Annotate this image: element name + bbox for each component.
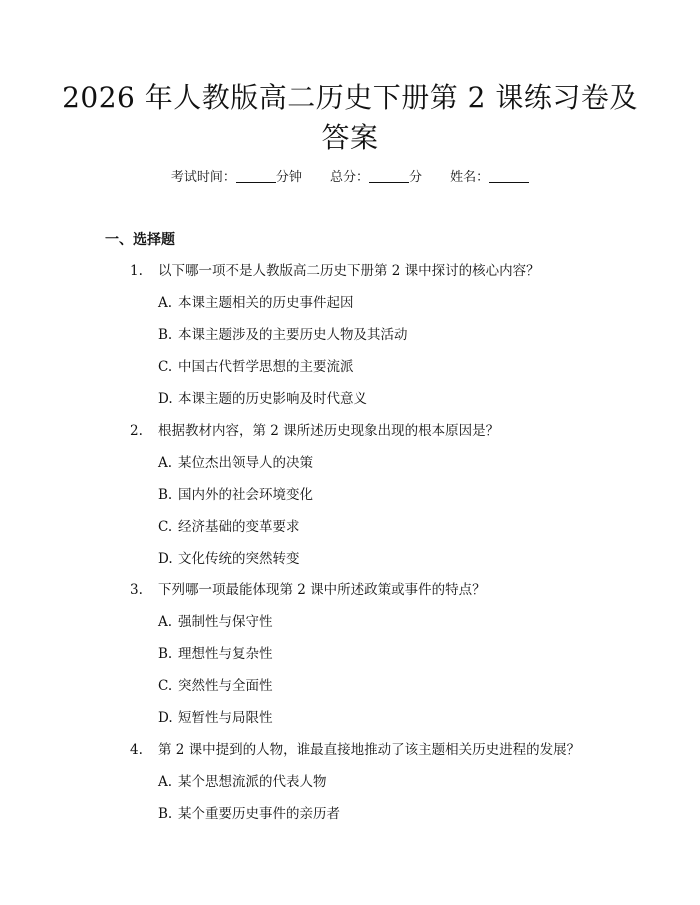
option-4-b — [158, 804, 340, 824]
title-line-1: 2026 年人教版高二历史下册第 2 课练习卷及 — [62, 81, 638, 114]
option-letter: D. — [158, 391, 173, 407]
question-number: 1. — [130, 263, 143, 279]
exam-time-unit: 分钟 — [275, 170, 302, 185]
option-letter: C. — [158, 359, 173, 375]
option-text: 某个重要历史事件的亲历者 — [178, 806, 340, 822]
option-text: 某位杰出领导人的决策 — [178, 455, 313, 471]
option-2-b — [158, 485, 313, 505]
option-text: 某个思想流派的代表人物 — [178, 774, 327, 790]
question-text: 第 2 课中提到的人物，谁最直接地推动了该主题相关历史进程的发展？ — [158, 742, 581, 758]
option-2-c — [158, 517, 300, 537]
exam-time-label: 考试时间： — [170, 170, 236, 185]
total-score-blank — [369, 168, 409, 183]
option-letter: C. — [158, 678, 173, 694]
total-score-label: 总分： — [329, 170, 369, 185]
option-text: 强制性与保守性 — [178, 614, 273, 630]
exam-time-field — [171, 168, 302, 188]
option-3-c — [158, 676, 273, 696]
option-letter: B. — [158, 806, 173, 822]
option-letter: A. — [158, 774, 173, 790]
option-text: 本课主题涉及的主要历史人物及其活动 — [178, 327, 408, 343]
question-text: 下列哪一项最能体现第 2 课中所述政策或事件的特点？ — [158, 582, 486, 598]
option-letter: B. — [158, 487, 173, 503]
question-number: 4. — [130, 742, 143, 758]
option-text: 短暂性与局限性 — [178, 710, 273, 726]
name-field — [450, 168, 529, 188]
title-line-2: 答案 — [321, 121, 379, 154]
option-letter: A. — [158, 614, 173, 630]
option-letter: D. — [158, 710, 173, 726]
option-4-a — [158, 772, 327, 792]
name-blank — [489, 168, 529, 183]
option-text: 理想性与复杂性 — [178, 646, 273, 662]
section-heading: 一、选择题 — [105, 232, 175, 248]
option-2-d — [158, 549, 300, 569]
option-letter: B. — [158, 646, 173, 662]
document-title — [60, 78, 640, 158]
option-letter: C. — [158, 519, 173, 535]
total-score-unit: 分 — [409, 170, 423, 185]
question-text: 根据教材内容，第 2 课所述历史现象出现的根本原因是？ — [158, 423, 500, 439]
option-letter: A. — [158, 295, 173, 311]
option-1-c — [158, 357, 354, 377]
option-3-b — [158, 644, 273, 664]
total-score-field — [330, 168, 422, 188]
option-text: 本课主题的历史影响及时代意义 — [178, 391, 367, 407]
option-2-a — [158, 453, 313, 473]
option-text: 经济基础的变革要求 — [178, 519, 300, 535]
option-text: 中国古代哲学思想的主要流派 — [178, 359, 354, 375]
question-number: 3. — [130, 582, 143, 598]
option-1-a — [158, 293, 354, 313]
option-letter: A. — [158, 455, 173, 471]
question-text: 以下哪一项不是人教版高二历史下册第 2 课中探讨的核心内容？ — [158, 263, 540, 279]
name-label: 姓名： — [450, 170, 490, 185]
option-text: 突然性与全面性 — [178, 678, 273, 694]
option-1-d — [158, 389, 367, 409]
option-text: 文化传统的突然转变 — [178, 551, 300, 567]
option-3-a — [158, 612, 273, 632]
option-3-d — [158, 708, 273, 728]
option-letter: B. — [158, 327, 173, 343]
option-text: 国内外的社会环境变化 — [178, 487, 313, 503]
exam-time-blank — [236, 168, 276, 183]
question-number: 2. — [130, 423, 143, 439]
option-text: 本课主题相关的历史事件起因 — [178, 295, 354, 311]
option-letter: D. — [158, 551, 173, 567]
exam-meta — [0, 168, 700, 188]
option-1-b — [158, 325, 408, 345]
